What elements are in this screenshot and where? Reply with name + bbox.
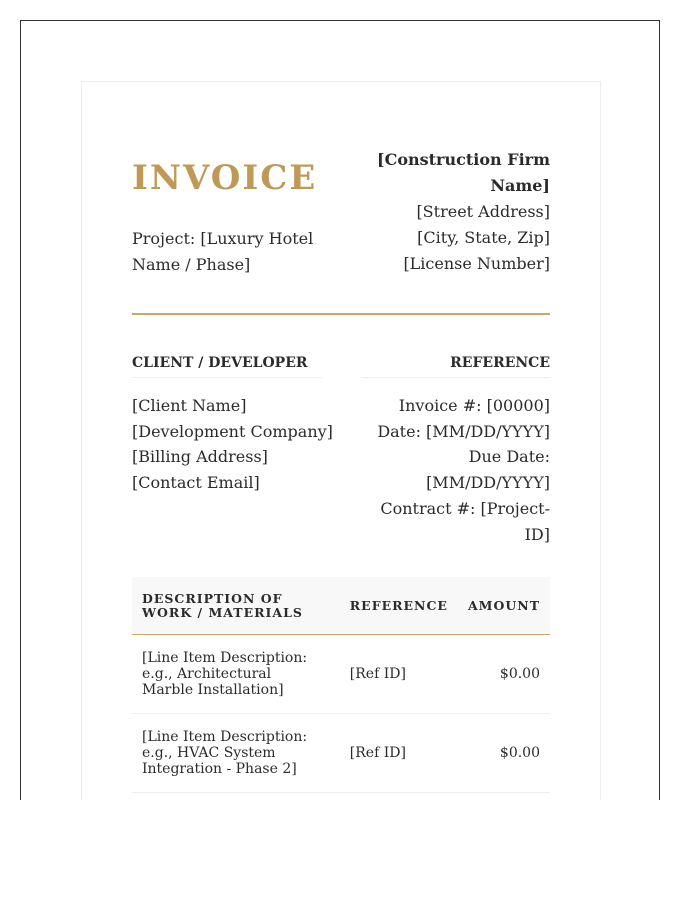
col-header-amount: AMOUNT [458,577,550,635]
row-description: [Line Item Description: e.g., HVAC System Integration - Phase 2] [132,714,336,793]
invoice-number: Invoice #: [00000] [398,396,550,415]
firm-city: [City, State, Zip] [417,228,550,247]
reference-details [362,393,550,547]
client-company: [Development Company] [132,421,333,441]
client-address: [Billing Address] [132,447,268,467]
row-reference: [Ref ID] [336,635,458,714]
row-description: [Line Item Description: e.g., Architectural Marble Installation] [132,635,336,714]
firm-license: [License Number] [403,254,550,273]
firm-name: [Construction Firm Name] [377,150,550,195]
row-reference: [Ref ID] [336,714,458,793]
line-items-table [132,577,550,793]
invoice-title: INVOICE [132,158,318,198]
row-amount: $0.00 [458,714,550,793]
row-amount: $0.00 [458,635,550,714]
client-details [132,393,352,496]
invoice-date: Date: [MM/DD/YYYY] [377,421,550,441]
table-row [132,635,550,714]
client-email: [Contact Email] [132,473,260,493]
due-date-label: Due Date: [468,447,550,467]
firm-street: [Street Address] [416,202,550,221]
table-row [132,714,550,793]
client-heading: CLIENT / DEVELOPER [132,355,322,378]
project-name: Project: [Luxury Hotel Name / Phase] [132,229,314,274]
col-header-reference: REFERENCE [336,577,458,635]
due-date-value: [MM/DD/YYYY] [426,473,550,493]
col-header-description: DESCRIPTION OF WORK / MATERIALS [132,577,336,635]
contract-number: Contract #: [Project-ID] [380,498,550,544]
header-divider [132,313,550,315]
client-name: [Client Name] [132,396,247,415]
firm-info [350,147,550,277]
reference-heading: REFERENCE [362,355,550,378]
table-header-row [132,577,550,635]
